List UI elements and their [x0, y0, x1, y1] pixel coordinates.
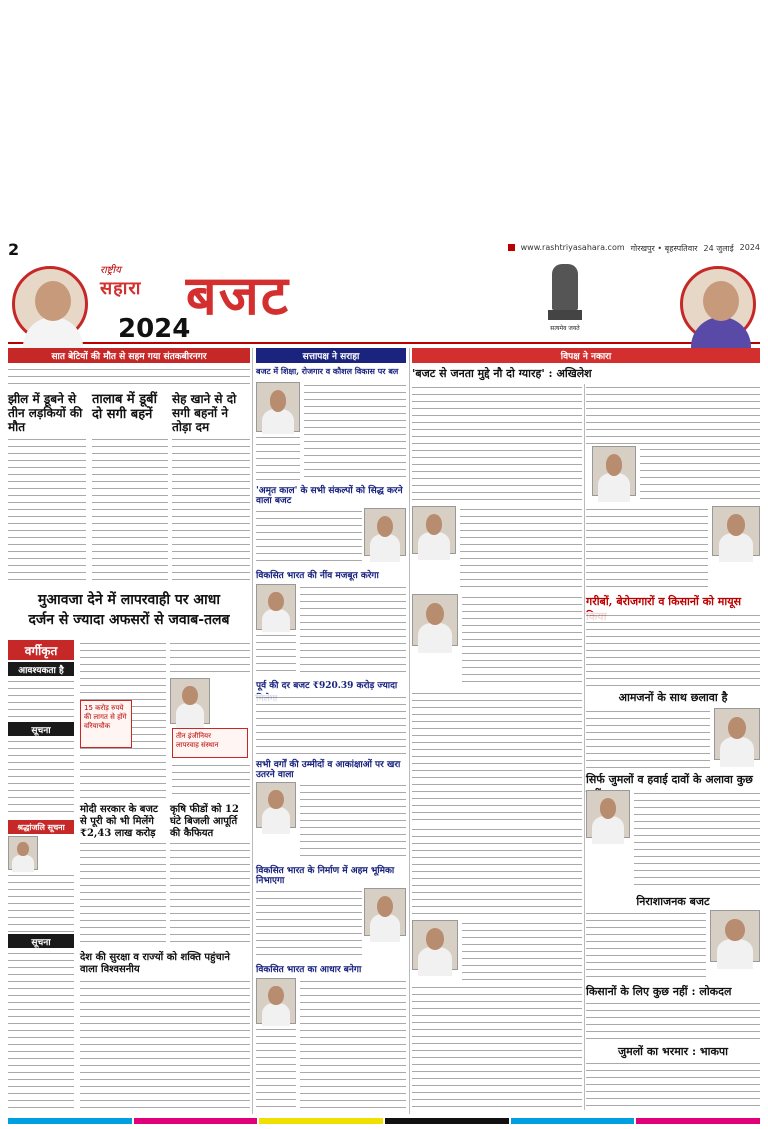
national-emblem-icon — [548, 264, 582, 338]
print-registration-bar — [8, 1118, 760, 1124]
right-column-header: विपक्ष ने नकारा — [412, 348, 760, 363]
story1-headline: झील में डूबने से तीन लड़कियों की मौत — [8, 392, 83, 434]
right-body-4 — [586, 708, 710, 768]
right-headline-7: जुमलों का भरमार : भाकपा — [617, 1045, 728, 1058]
mid-photo-4 — [256, 782, 296, 828]
website[interactable]: www.rashtriyasahara.com — [520, 243, 625, 252]
right-photo-2 — [412, 506, 456, 554]
story6-headline: देश की सुरक्षा व राज्यों को शक्ति पहुंचाने वाला विश्वसनीय — [80, 952, 230, 975]
mid-body-5 — [300, 782, 406, 862]
right-headline-6: किसानों के लिए कुछ नहीं : लोकदल — [586, 985, 732, 998]
right-photo-3 — [712, 506, 760, 556]
page-top-strip — [8, 240, 760, 258]
mid-headline-1: बजट में शिक्षा, रोजगार व कौशल विकास पर बल — [256, 366, 399, 376]
mid-body-6 — [256, 888, 362, 958]
right-body-1c — [640, 446, 760, 502]
mid-headline-7: विकसित भारत का आधार बनेगा — [256, 965, 362, 975]
right-headline-5: निराशाजनक बजट — [636, 895, 710, 908]
brand-name: सहारा — [100, 278, 142, 299]
story3-body — [172, 436, 250, 584]
shradhanjali-photo — [8, 836, 38, 870]
left-lead-text — [8, 366, 250, 388]
column-divider-1 — [252, 348, 253, 1114]
story5-body — [170, 840, 250, 948]
classified-title: वर्गीकृत — [8, 640, 74, 660]
page-number: 2 — [8, 239, 20, 259]
date: 24 जुलाई — [703, 244, 734, 253]
mid-photo-5 — [364, 888, 406, 936]
story6-body — [80, 978, 250, 1110]
portrait-left — [12, 266, 88, 342]
right-photo-1 — [592, 446, 636, 496]
emblem-caption: सत्यमेव जयते — [550, 325, 580, 332]
right-photo-6 — [586, 790, 630, 838]
mid-headline-4: पूर्व की दर बजट ₹920.39 करोड़ ज्यादा — [256, 681, 398, 691]
right-body-1 — [412, 384, 582, 502]
right-body-1b — [586, 384, 760, 444]
red-box-line-a: तीन इंजीनियर — [176, 732, 211, 740]
right-headline-1: 'बजट से जनता मुद्दे नौ दो ग्यारह' : अखिलेश — [412, 367, 592, 380]
mid-body-1b — [256, 434, 300, 482]
right-photo-4 — [412, 594, 458, 646]
right-headline-4: सिर्फ जुमलों व हवाई दावों के अलावा कुछ — [586, 773, 753, 786]
red-box-line-b: लापरवाह संस्थान — [176, 741, 219, 749]
notice2-text — [8, 950, 74, 1110]
shradhanjali-text — [8, 872, 74, 932]
classified-ad-text — [8, 678, 74, 718]
mid-headline-6: विकसित भारत के निर्माण में अहम भूमिका निभाएगा — [256, 866, 395, 886]
brand-prefix: राष्ट्रीय — [100, 265, 121, 276]
mid-headline-5: सभी वर्गों की उम्मीदों व आकांक्षाओं पर खरा उतरने वाला — [256, 760, 401, 780]
mid-headline-3: विकसित भारत की नींव मजबूत करेगा — [256, 571, 379, 581]
notice2-title: सूचना — [8, 934, 74, 948]
right-body-3b — [462, 594, 582, 686]
mid-photo-2 — [364, 508, 406, 556]
red-highlight-box-1: 15 करोड़ रुपये की लागत से होंगे वरियाचौक — [80, 700, 132, 748]
right-body-4b — [412, 690, 582, 822]
column-divider-2 — [409, 348, 410, 1114]
budget-year: 2024 — [118, 314, 191, 344]
shradhanjali-title: श्रद्धांजलि सूचना — [8, 820, 74, 834]
story2-body — [92, 436, 168, 584]
right-body-7 — [586, 1000, 760, 1040]
story3-headline: सेह खाने से दो सगी बहनों ने तोड़ा दम — [172, 392, 237, 434]
square-bullet-icon — [508, 244, 515, 251]
story2-headline: तालाब में डूबीं दो सगी बहनें — [92, 392, 157, 422]
mid-photo-6 — [256, 978, 296, 1024]
mid-body-7 — [300, 978, 406, 1110]
big-headline-line1: मुआवजा देने में लापरवाही पर आधा — [38, 592, 220, 608]
portrait-right — [680, 266, 756, 342]
red-highlight-box-2 — [172, 728, 248, 758]
story5-headline: कृषि फीडों को 12 घंटे बिजली आपूर्ति की कैफियत — [170, 804, 239, 839]
right-body-6b — [462, 920, 582, 980]
right-body-5b — [412, 826, 582, 916]
story1-body — [8, 436, 86, 584]
right-headline-2: गरीबों, बेरोजगारों व किसानों को मायूस — [586, 595, 742, 608]
right-headline-3: आमजनों के साथ छलावा है — [618, 691, 728, 704]
masthead — [8, 258, 760, 344]
notice-title: सूचना — [8, 722, 74, 736]
left-section-bar: सात बेटियों की मौत से सहम गया संतकबीरनगर — [8, 348, 250, 363]
mid-photo-1 — [256, 382, 300, 432]
mid-body-3b — [256, 632, 296, 674]
right-photo-5 — [714, 708, 760, 760]
notice-text — [8, 738, 74, 816]
right-photo-7 — [710, 910, 760, 962]
year: 2024 — [739, 243, 760, 252]
right-photo-8 — [412, 920, 458, 970]
right-body-3 — [586, 612, 760, 686]
big-story-body-c — [172, 762, 250, 800]
right-body-2b — [586, 506, 708, 590]
middle-column-header: सत्तापक्ष ने सराहा — [256, 348, 406, 363]
mid-body-7b — [256, 1026, 296, 1110]
story4-headline: मोदी सरकार के बजट से पूरी को भी मिलेंगे ₹2,43 लाख करोड़ — [80, 804, 158, 839]
classified-subtitle: आवश्यकता है — [8, 662, 74, 676]
big-headline — [8, 590, 250, 634]
page-meta — [508, 243, 760, 254]
right-body-5 — [634, 790, 760, 890]
right-body-2 — [460, 506, 582, 590]
right-body-6 — [586, 910, 706, 980]
mid-photo-3 — [256, 584, 296, 630]
mid-body-2 — [256, 508, 362, 564]
right-body-8 — [586, 1060, 760, 1110]
edition: गोरखपुर • बृहस्पतिवार — [630, 244, 698, 253]
budget-title: बजट — [185, 263, 290, 327]
mid-body-3 — [300, 584, 406, 674]
mid-headline-2: 'अमृत काल' के सभी संकल्पों को सिद्ध करने वाला बजट — [256, 486, 403, 506]
column-divider-3 — [584, 384, 585, 1110]
right-body-7b — [412, 984, 582, 1110]
big-headline-line2: दर्जन से ज्यादा अफसरों से जवाब-तलब — [28, 612, 230, 628]
big-story-body-b — [170, 640, 250, 676]
mid-body-4 — [256, 694, 406, 756]
mid-body-1 — [304, 382, 406, 482]
story4-body — [80, 840, 166, 948]
official-photo — [170, 678, 210, 724]
